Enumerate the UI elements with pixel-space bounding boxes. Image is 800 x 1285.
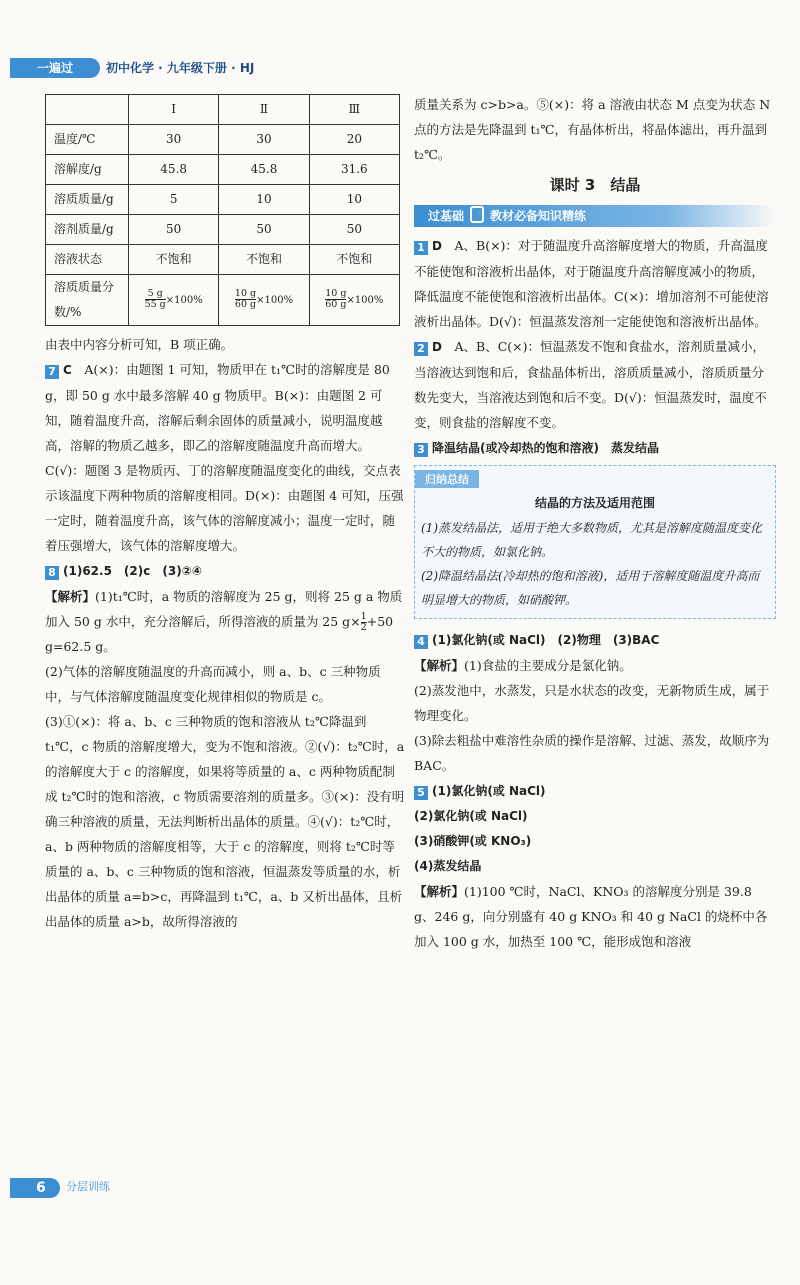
fraction: $\frac{5 g}{55 g}$ bbox=[144, 288, 166, 310]
footer-label: 分层训练 bbox=[66, 1180, 110, 1193]
notebook-icon bbox=[470, 206, 484, 223]
table-row: 溶解度/g 45.8 45.8 31.6 bbox=[46, 155, 400, 185]
summary-line: (1)蒸发结晶法，适用于绝大多数物质，尤其是溶解度随温度变化不大的物质，如氯化钠。 bbox=[421, 521, 763, 559]
question-number: 2 bbox=[414, 342, 428, 356]
question-number: 1 bbox=[414, 241, 428, 255]
left-column bbox=[45, 94, 405, 934]
summary-tag: 归纳总结 bbox=[415, 470, 479, 488]
table-row: 溶质质量/g 5 10 10 bbox=[46, 185, 400, 215]
continued-text: 质量关系为 c>b>a。⑤(×)：将 a 溶液由状态 M 点变为状态 N 点的方法是先降温到 t₁℃，有晶体析出，将晶体滤出，再升温到 t₂℃。 bbox=[414, 97, 771, 162]
fraction: $\frac{10 g}{60 g}$ bbox=[325, 288, 347, 310]
table-row: 温度/℃ 30 30 20 bbox=[46, 125, 400, 155]
solubility-table bbox=[45, 94, 400, 326]
question-number: 3 bbox=[414, 443, 428, 457]
right-column bbox=[414, 92, 776, 954]
question-number: 5 bbox=[414, 786, 428, 800]
answer-7: 7 C A(×)：由题图 1 可知，物质甲在 t₁℃时的溶解度是 80 g，即 50 g 水中最多溶解 40 g 物质甲。B(×)：由题图 2 可知，随着温度升高，溶解后剩余固体的质量减小，说明温度越高，溶解的物质乙越多，即乙的溶解度随温度升高而增大。C(√)：题图 3 是物质丙、丁的溶解度随温度变化的曲线，交点表示该温度下两种物质的溶解度相同。D(×)：由题图 4 可知，压强一定时，随着温度升高，该气体的溶解度减小；温度一定时，随着压强增大，该气体的溶解度增大。 bbox=[45, 362, 404, 553]
answer-5: 5 (1)氯化钠(或 NaCl) bbox=[414, 778, 776, 804]
table-col-head: Ⅱ bbox=[219, 95, 309, 125]
fraction: $\frac{10 g}{60 g}$ bbox=[234, 288, 257, 310]
table-col-head: Ⅲ bbox=[309, 95, 399, 125]
analysis-8-1: 【解析】(1)t₁℃时，a 物质的溶解度为 25 g，则将 25 g a 物质加入 50 g 水中，充分溶解后，所得溶液的质量为 25 g× $\frac{1}{2}+50$ g=62.5 g。 bbox=[45, 589, 403, 654]
answer-3: 3 降温结晶(或冷却热的饱和溶液) 蒸发结晶 bbox=[414, 435, 776, 461]
table-conclusion: 由表中内容分析可知，B 项正确。 bbox=[45, 337, 234, 352]
analysis-4-2: (2)蒸发池中，水蒸发，只是水状态的改变，无新物质生成，属于物理变化。 bbox=[414, 683, 770, 723]
answer-2: 2 D A、B、C(×)：恒温蒸发不饱和食盐水，溶剂质量减小，当溶液达到饱和后，食盐晶体析出，溶质质量减小，溶质质量分数先变大，当溶液达到饱和后不变。D(√)：恒温蒸发时，温度不变，则食盐的溶解度不变。 bbox=[414, 339, 767, 430]
analysis-8-2: (2)气体的溶解度随温度的升高而减小，则 a、b、c 三种物质中，与气体溶解度随温度变化规律相似的物质是 c。 bbox=[45, 664, 381, 704]
analysis-4-3: (3)除去粗盐中难溶性杂质的操作是溶解、过滤、蒸发，故顺序为 BAC。 bbox=[414, 733, 770, 773]
table-row: 溶质质量分数/% $\frac{5 g}{55 g}\times 100\%$ $\frac{10 g}{60 g}\times 100\%$ $\frac{10 g}{60 g}\times 100\%$ bbox=[46, 275, 400, 326]
answer-5-3: (3)硝酸钾(或 KNO₃) bbox=[414, 834, 532, 848]
analysis-5-1: 【解析】(1)100 ℃时，NaCl、KNO₃ 的溶解度分别是 39.8 g、246 g，向分别盛有 40 g KNO₃ 和 40 g NaCl 的烧杯中各加入 100 g 水，加热至 100 ℃，能形成饱和溶液 bbox=[414, 884, 768, 949]
question-number: 8 bbox=[45, 566, 59, 580]
table-col-head: Ⅰ bbox=[129, 95, 219, 125]
section-banner: 过基础 教材必备知识精练 bbox=[414, 205, 776, 227]
analysis-8-3: (3)①(×)：将 a、b、c 三种物质的饱和溶液从 t₂℃降温到 t₁℃，c 物质的溶解度增大，变为不饱和溶液。②(√)：t₂℃时，a 的溶解度大于 c 的溶解度，如果将等质量的 a、c 两种物质配制成 t₂℃时的饱和溶液，c 物质需要溶剂的质量多。③(×)：没有明确三种溶液的质量，无法判断析出晶体的质量。④(√)：t₂℃时，a、b 两种物质的溶解度相等，大于 c 的溶解度，则将 t₂℃时等质量的 a、b、c 三种物质的饱和溶液，恒温蒸发等质量的水，析出晶体的质量 a=b>c，再降温到 t₁℃，a、b 又析出晶体，且析出晶体的质量 a>b，故所得溶液的 bbox=[45, 714, 405, 929]
question-number: 7 bbox=[45, 365, 59, 379]
table-row: 溶剂质量/g 50 50 50 bbox=[46, 215, 400, 245]
brand-logo: 一遍过 bbox=[10, 58, 100, 78]
summary-title: 结晶的方法及适用范围 bbox=[534, 496, 655, 510]
book-title: 初中化学 · 九年级下册 · HJ bbox=[106, 61, 255, 75]
summary-line: (2)降温结晶法(冷却热的饱和溶液)，适用于溶解度随温度升高而明显增大的物质，如硝酸钾。 bbox=[421, 569, 760, 607]
answer-5-4: (4)蒸发结晶 bbox=[414, 859, 482, 873]
question-number: 4 bbox=[414, 635, 428, 649]
answer-5-2: (2)氯化钠(或 NaCl) bbox=[414, 809, 528, 823]
fraction: $\frac{1}{2}$ bbox=[360, 611, 367, 633]
table-corner bbox=[46, 95, 129, 125]
lesson-title: 课时 3 结晶 bbox=[549, 176, 641, 194]
table-row: 溶液状态 不饱和 不饱和 不饱和 bbox=[46, 245, 400, 275]
answer-1: 1 D A、B(×)：对于随温度升高溶解度增大的物质，升高温度不能使饱和溶液析出晶体，对于随温度升高溶解度减小的物质，降低温度不能使饱和溶液析出晶体。C(×)：增加溶剂不可能使溶液析出晶体。D(√)：恒温蒸发溶剂一定能使饱和溶液析出晶体。 bbox=[414, 238, 769, 329]
answer-8: 8 (1)62.5 (2)c (3)②④ bbox=[45, 558, 405, 584]
page-header bbox=[10, 58, 310, 78]
answer-4: 4 (1)氯化钠(或 NaCl) (2)物理 (3)BAC bbox=[414, 627, 776, 653]
summary-box bbox=[414, 465, 776, 619]
analysis-4-1: 【解析】(1)食盐的主要成分是氯化钠。 bbox=[414, 658, 632, 673]
page-number: 6 bbox=[10, 1178, 60, 1198]
page-footer bbox=[10, 1178, 160, 1198]
